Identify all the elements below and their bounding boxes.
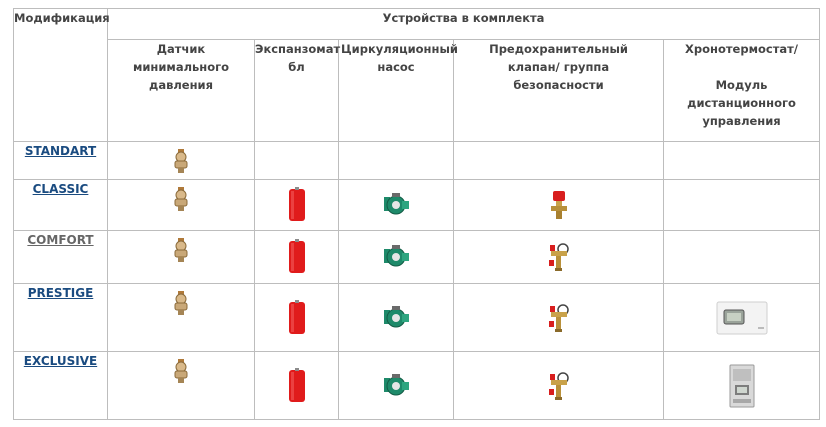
- tank-cell: [255, 352, 339, 420]
- tank-cell: [255, 231, 339, 284]
- modification-link-prestige[interactable]: PRESTIGE: [27, 286, 94, 300]
- pump-cell: [339, 352, 454, 420]
- chronothermostat-icon: [716, 301, 768, 335]
- pressure-sensor-icon: [170, 148, 192, 174]
- modification-cell: [14, 284, 108, 352]
- sensor-cell: [108, 284, 255, 352]
- expansion-tank-icon: [288, 239, 306, 275]
- control-column-header: [664, 40, 820, 142]
- control-cell: [664, 352, 820, 420]
- tank-cell: [255, 180, 339, 231]
- safety-group-icon: [546, 303, 572, 333]
- circulation-pump-icon: [382, 373, 410, 399]
- modification-cell: [14, 352, 108, 420]
- pressure-sensor-icon: [170, 237, 192, 263]
- modification-cell: [14, 180, 108, 231]
- pump-cell: [339, 180, 454, 231]
- valve-cell: [454, 142, 664, 180]
- valve-column-header: Предохранительный клапан/ группа безопасности: [454, 40, 664, 142]
- sensor-column-header: Датчик минимального давления: [108, 40, 255, 142]
- table-row: [14, 142, 820, 180]
- table-row: [14, 284, 820, 352]
- modification-link-exclusive[interactable]: EXCLUSIVE: [23, 354, 98, 368]
- circulation-pump-icon: [382, 192, 410, 218]
- tank-cell: [255, 142, 339, 180]
- control-column-subtitle: Модуль дистанционного управления: [687, 78, 796, 128]
- modification-link-comfort[interactable]: COMFORT: [27, 233, 94, 247]
- safety-valve-icon: [549, 190, 569, 220]
- pump-cell: [339, 231, 454, 284]
- sensor-cell: [108, 231, 255, 284]
- pressure-sensor-icon: [170, 290, 192, 316]
- modification-cell: [14, 231, 108, 284]
- circulation-pump-icon: [382, 305, 410, 331]
- pump-cell: [339, 142, 454, 180]
- expansion-tank-icon: [288, 300, 306, 336]
- table-row: [14, 352, 820, 420]
- devices-group-header: Устройства в комплекта: [108, 9, 820, 40]
- sensor-cell: [108, 352, 255, 420]
- pressure-sensor-icon: [170, 186, 192, 212]
- control-cell: [664, 231, 820, 284]
- tank-cell: [255, 284, 339, 352]
- modification-link-standart[interactable]: STANDART: [24, 144, 97, 158]
- pressure-sensor-icon: [170, 358, 192, 384]
- control-cell: [664, 284, 820, 352]
- control-cell: [664, 180, 820, 231]
- control-column-title: Хронотермостат/: [685, 42, 798, 56]
- valve-cell: [454, 284, 664, 352]
- sensor-cell: [108, 142, 255, 180]
- expansion-tank-icon: [288, 187, 306, 223]
- modification-header: Модификация: [14, 9, 108, 142]
- pump-column-header: Циркуляционный насос: [339, 40, 454, 142]
- valve-cell: [454, 352, 664, 420]
- pump-cell: [339, 284, 454, 352]
- safety-group-icon: [546, 371, 572, 401]
- configuration-table: [13, 8, 820, 420]
- modification-cell: [14, 142, 108, 180]
- control-cell: [664, 142, 820, 180]
- circulation-pump-icon: [382, 244, 410, 270]
- modification-link-classic[interactable]: CLASSIC: [32, 182, 89, 196]
- tank-column-header: Экспанзомат бл: [255, 40, 339, 142]
- valve-cell: [454, 231, 664, 284]
- valve-cell: [454, 180, 664, 231]
- table-row: [14, 180, 820, 231]
- expansion-tank-icon: [288, 368, 306, 404]
- sensor-cell: [108, 180, 255, 231]
- table-row: [14, 231, 820, 284]
- remote-control-module-icon: [728, 363, 756, 409]
- safety-group-icon: [546, 242, 572, 272]
